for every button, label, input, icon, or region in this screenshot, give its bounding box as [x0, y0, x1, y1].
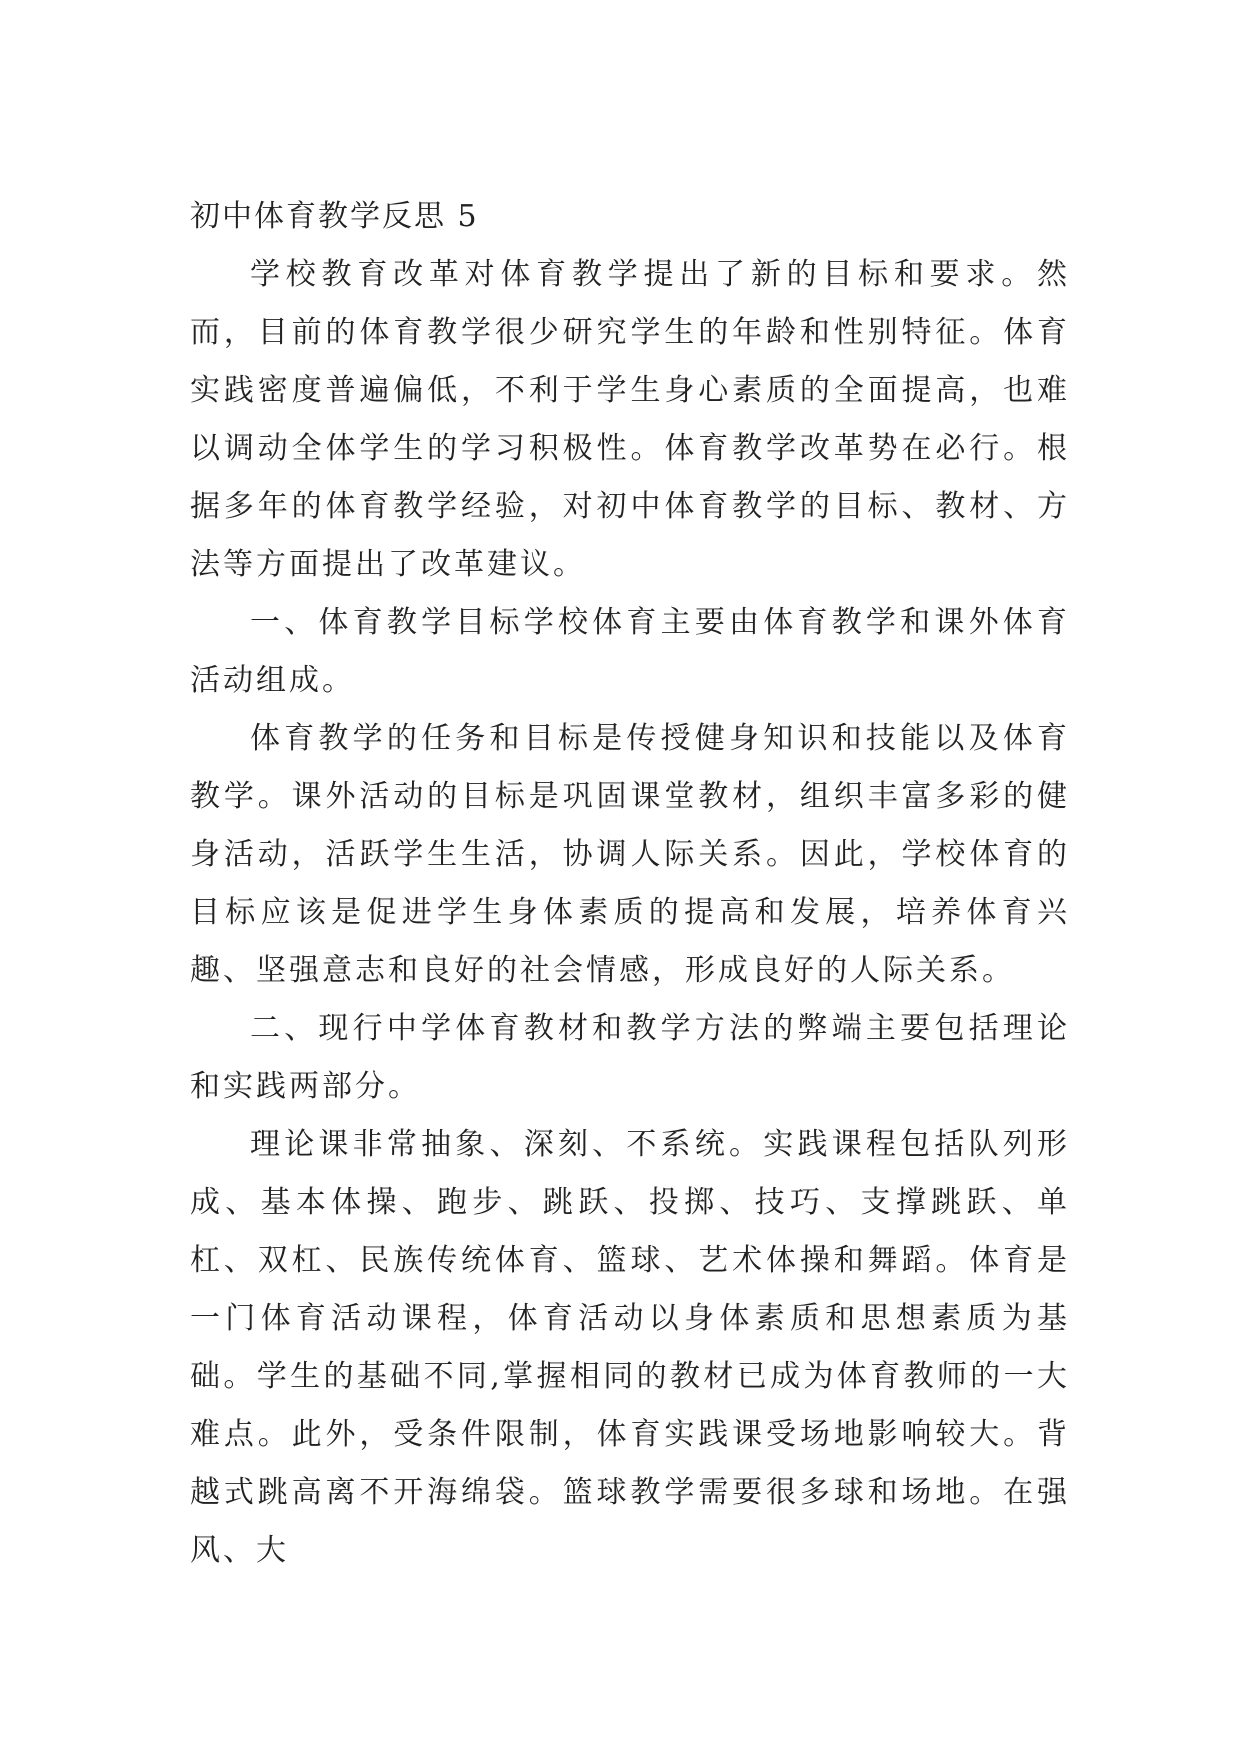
paragraph-section-2-body: 理论课非常抽象、深刻、不系统。实践课程包括队列形成、基本体操、跑步、跳跃、投掷、技巧、支撑跳跃、单杠、双杠、民族传统体育、篮球、艺术体操和舞蹈。体育是一门体育活动课程，体育活动以身体素质和思想素质为基础。学生的基础不同,掌握相同的教材已成为体育教师的一大难点。此外，受条件限制，体育实践课受场地影响较大。背越式跳高离不开海绵袋。篮球教学需要很多球和场地。在强风、大 — [190, 1127, 1070, 1568]
paragraph-section-1-body: 体育教学的任务和目标是传授健身知识和技能以及体育教学。课外活动的目标是巩固课堂教材，组织丰富多彩的健身活动，活跃学生生活，协调人际关系。因此，学校体育的目标应该是促进学生身体素质的提高和发展，培养体育兴趣、坚强意志和良好的社会情感，形成良好的人际关系。 — [190, 721, 1070, 988]
document-title: 初中体育教学反思 5 — [190, 199, 479, 234]
paragraph-section-2-heading: 二、现行中学体育教材和教学方法的弊端主要包括理论和实践两部分。 — [190, 1011, 1070, 1104]
paragraph-intro: 学校教育改革对体育教学提出了新的目标和要求。然而，目前的体育教学很少研究学生的年龄和性别特征。体育实践密度普遍偏低，不利于学生身心素质的全面提高，也难以调动全体学生的学习积极性。体育教学改革势在必行。根据多年的体育教学经验，对初中体育教学的目标、教材、方法等方面提出了改革建议。 — [190, 257, 1070, 582]
paragraph-section-1-heading: 一、体育教学目标学校体育主要由体育教学和课外体育活动组成。 — [190, 605, 1070, 698]
document-body — [190, 188, 1070, 1580]
